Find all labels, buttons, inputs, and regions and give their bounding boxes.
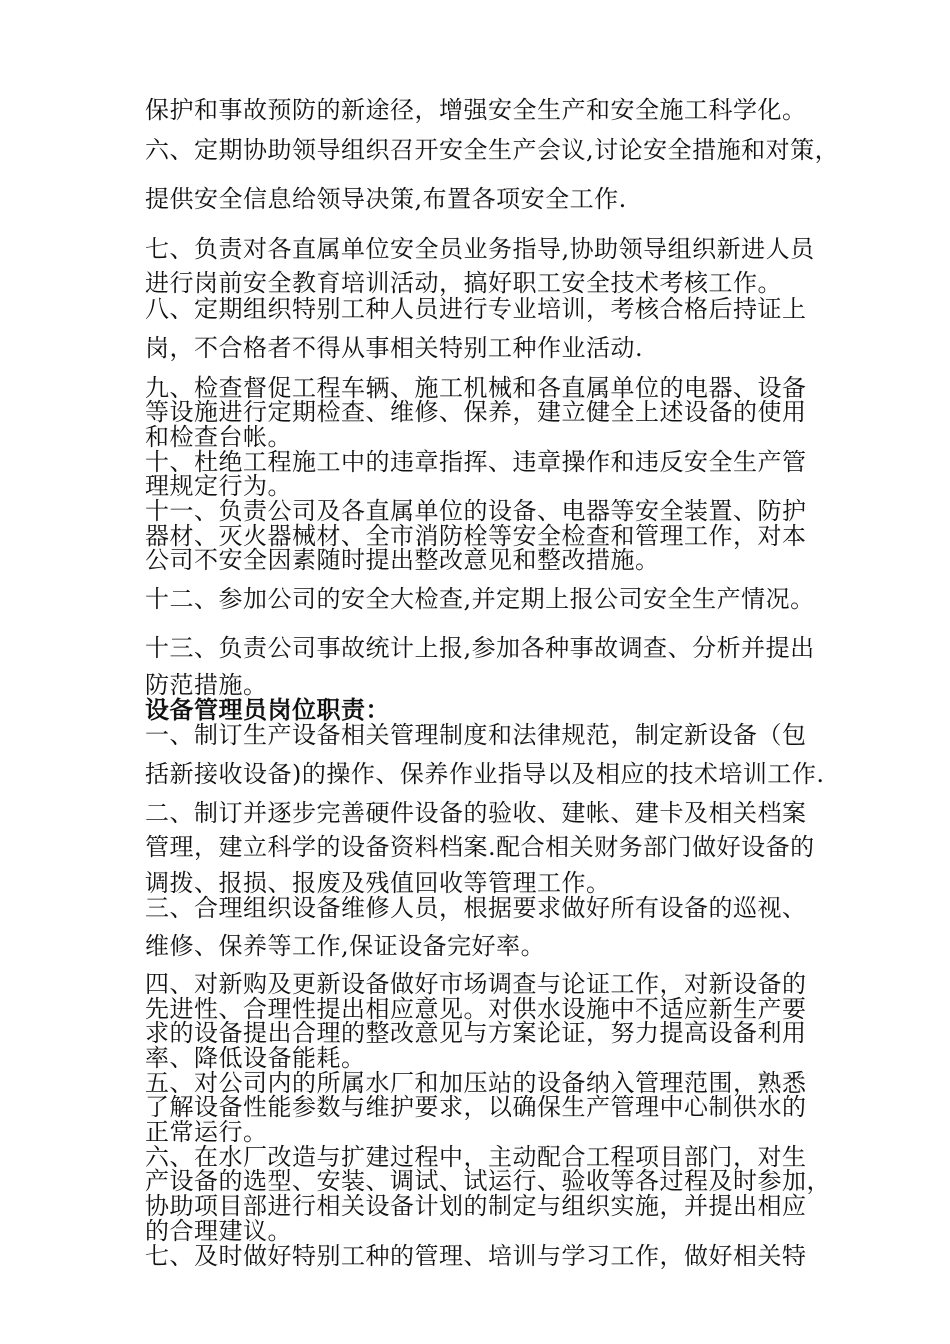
text-line: 二、制订并逐步完善硬件设备的验收、建帐、建卡及相关档案 (145, 799, 807, 827)
text-line: 管理，建立科学的设备资料档案.配合相关财务部门做好设备的 (145, 833, 815, 861)
text-line: 六、在水厂改造与扩建过程中，主动配合工程项目部门，对生 (145, 1143, 807, 1171)
text-line: 调拨、报损、报废及残值回收等管理工作。 (145, 869, 611, 897)
text-line: 十、杜绝工程施工中的违章指挥、违章操作和违反安全生产管 (145, 448, 807, 476)
text-line: 理规定行为。 (145, 472, 292, 500)
text-line: 保护和事故预防的新途径，增强安全生产和安全施工科学化。 (145, 96, 807, 124)
text-line: 的合理建议。 (145, 1217, 292, 1245)
text-line: 进行岗前安全教育培训活动，搞好职工安全技术考核工作。 (145, 269, 782, 297)
text-line: 十三、负责公司事故统计上报,参加各种事故调查、分析并提出 (145, 634, 815, 662)
section-heading: 设备管理员岗位职责： (145, 695, 390, 724)
text-line: 率、降低设备能耗。 (145, 1044, 366, 1072)
text-line: 一、制订生产设备相关管理制度和法律规范，制定新设备（包 (145, 721, 807, 749)
text-line: 产设备的选型、安装、调试、试运行、验收等各过程及时参加， (145, 1167, 831, 1195)
text-line: 十一、负责公司及各直属单位的设备、电器等安全装置、防护 (145, 497, 807, 525)
text-line: 防范措施。 (145, 671, 268, 699)
text-line: 五、对公司内的所属水厂和加压站的设备纳入管理范围，熟悉 (145, 1069, 807, 1097)
text-line: 维修、保养等工作,保证设备完好率。 (145, 932, 546, 960)
text-line: 提供安全信息给领导决策,布置各项安全工作. (145, 185, 627, 213)
text-line: 八、定期组织特别工种人员进行专业培训，考核合格后持证上 (145, 295, 807, 323)
text-line: 正常运行。 (145, 1118, 268, 1146)
text-line: 七、及时做好特别工种的管理、培训与学习工作，做好相关特 (145, 1242, 807, 1270)
text-line: 六、定期协助领导组织召开安全生产会议,讨论安全措施和对策， (145, 136, 840, 164)
text-line: 求的设备提出合理的整改意见与方案论证，努力提高设备利用 (145, 1019, 807, 1047)
text-line: 了解设备性能参数与维护要求，以确保生产管理中心制供水的 (145, 1093, 807, 1121)
text-line: 和检查台帐。 (145, 423, 292, 451)
text-line: 等设施进行定期检查、维修、保养，建立健全上述设备的使用 (145, 398, 807, 426)
text-line: 协助项目部进行相关设备计划的制定与组织实施，并提出相应 (145, 1192, 807, 1220)
text-line: 岗，不合格者不得从事相关特别工种作业活动. (145, 334, 644, 362)
text-line: 器材、灭火器械材、全市消防栓等安全检查和管理工作，对本 (145, 522, 807, 550)
text-line: 四、对新购及更新设备做好市场调查与论证工作，对新设备的 (145, 970, 807, 998)
text-line: 七、负责对各直属单位安全员业务指导,协助领导组织新进人员 (145, 235, 815, 263)
text-line: 九、检查督促工程车辆、施工机械和各直属单位的电器、设备 (145, 374, 807, 402)
text-line: 公司不安全因素随时提出整改意见和整改措施。 (145, 546, 660, 574)
text-line: 先进性、合理性提出相应意见。对供水设施中不适应新生产要 (145, 995, 807, 1023)
text-line: 十二、参加公司的安全大检查,并定期上报公司安全生产情况。 (145, 585, 815, 613)
text-line: 三、合理组织设备维修人员，根据要求做好所有设备的巡视、 (145, 894, 807, 922)
text-line: 括新接收设备)的操作、保养作业指导以及相应的技术培训工作. (145, 760, 825, 788)
